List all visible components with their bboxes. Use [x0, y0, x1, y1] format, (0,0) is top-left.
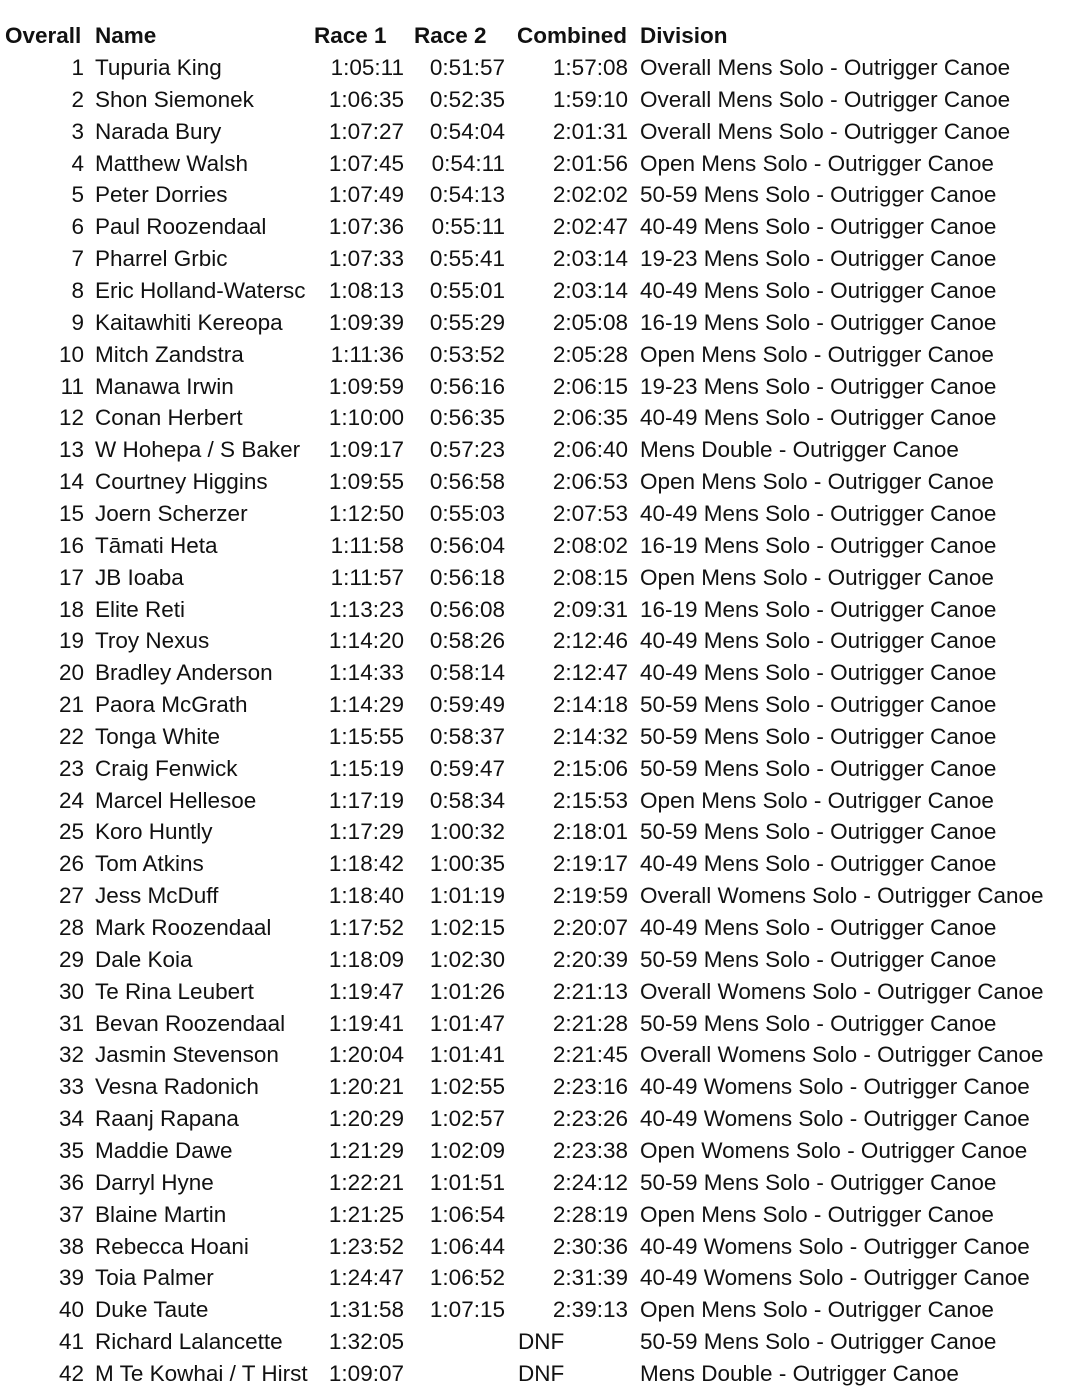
race1-cell: 1:14:33 [328, 660, 404, 686]
race1-cell: 1:17:29 [328, 819, 404, 845]
division-cell: Mens Double - Outrigger Canoe [640, 1360, 959, 1386]
division-cell: 40-49 Mens Solo - Outrigger Canoe [640, 278, 997, 303]
overall-header: Overall [5, 23, 82, 48]
race1-cell: 1:18:09 [328, 946, 404, 972]
combined-cell: 2:19:17 [552, 851, 628, 877]
division-cell: Open Mens Solo - Outrigger Canoe [640, 787, 994, 813]
name-cell: Te Rina Leubert [95, 978, 254, 1004]
overall-cell: 27 [58, 883, 84, 909]
table-row [0, 371, 1070, 403]
name-cell: Narada Bury [95, 118, 222, 144]
table-row [0, 307, 1070, 339]
race2-cell: 0:56:58 [429, 469, 505, 495]
race1-cell: 1:20:21 [328, 1074, 404, 1100]
division-cell: 50-59 Mens Solo - Outrigger Canoe [640, 1169, 997, 1195]
table-row [0, 275, 1070, 307]
overall-cell: 1 [71, 55, 84, 80]
overall-cell: 41 [58, 1329, 84, 1354]
header-row [0, 20, 1070, 52]
table-row [0, 1199, 1070, 1231]
race2-cell: 0:54:11 [431, 150, 505, 176]
table-row [0, 466, 1070, 498]
table-row [0, 1071, 1070, 1103]
name-cell: Tom Atkins [95, 851, 204, 877]
overall-cell: 16 [58, 532, 84, 558]
overall-cell: 35 [58, 1137, 84, 1163]
race2-header: Race 2 [414, 23, 487, 48]
combined-cell: 2:18:01 [552, 819, 628, 845]
division-cell: 19-23 Mens Solo - Outrigger Canoe [640, 373, 997, 399]
division-cell: 40-49 Mens Solo - Outrigger Canoe [640, 851, 997, 877]
name-cell: Vesna Radonich [95, 1074, 259, 1100]
overall-cell: 30 [58, 978, 84, 1004]
combined-cell: 2:06:40 [552, 437, 628, 463]
race2-cell: 1:01:51 [429, 1169, 505, 1195]
name-cell: Rebecca Hoani [95, 1233, 249, 1259]
combined-cell: 2:23:16 [552, 1074, 628, 1100]
combined-cell: 2:01:31 [552, 118, 628, 144]
name-cell: Pharrel Grbic [95, 246, 228, 272]
race1-cell: 1:05:11 [330, 55, 404, 80]
name-cell: Koro Huntly [95, 819, 213, 845]
combined-cell: 2:14:32 [552, 723, 628, 749]
overall-cell: 5 [71, 182, 84, 208]
name-cell: Troy Nexus [95, 628, 210, 654]
race2-cell: 1:02:55 [429, 1074, 505, 1100]
race1-cell: 1:21:25 [328, 1201, 404, 1227]
table-row [0, 116, 1070, 148]
division-cell: 40-49 Mens Solo - Outrigger Canoe [640, 628, 997, 654]
race1-cell: 1:08:13 [328, 278, 404, 303]
overall-cell: 3 [71, 118, 84, 144]
division-cell: 40-49 Mens Solo - Outrigger Canoe [640, 915, 997, 940]
race2-cell: 1:00:35 [429, 851, 505, 877]
race1-cell: 1:19:47 [328, 978, 404, 1004]
division-cell: 40-49 Womens Solo - Outrigger Canoe [640, 1106, 1030, 1131]
table-row [0, 1262, 1070, 1294]
division-cell: Overall Mens Solo - Outrigger Canoe [640, 55, 1011, 80]
race2-cell: 0:55:01 [429, 278, 505, 303]
division-cell: 40-49 Mens Solo - Outrigger Canoe [640, 660, 997, 686]
name-cell: Duke Taute [95, 1297, 209, 1323]
division-cell: 40-49 Mens Solo - Outrigger Canoe [640, 214, 997, 240]
overall-cell: 42 [58, 1360, 84, 1386]
table-row [0, 657, 1070, 689]
race2-cell: 0:58:14 [429, 660, 505, 686]
race2-cell: 1:01:47 [429, 1010, 505, 1036]
overall-cell: 26 [58, 851, 84, 877]
name-cell: Eric Holland-Watersc [95, 278, 306, 303]
combined-cell: 2:06:53 [552, 469, 628, 495]
table-row [0, 148, 1070, 180]
name-cell: W Hohepa / S Baker [95, 437, 301, 463]
division-cell: 16-19 Mens Solo - Outrigger Canoe [640, 532, 997, 558]
race2-cell: 0:57:23 [429, 437, 505, 463]
table-row [0, 1326, 1070, 1358]
combined-cell: 2:28:19 [552, 1201, 628, 1227]
name-cell: Jess McDuff [95, 883, 219, 909]
race2-cell: 0:56:35 [429, 405, 505, 431]
table-row [0, 402, 1070, 434]
name-cell: Courtney Higgins [95, 469, 268, 495]
combined-cell: 2:30:36 [552, 1233, 628, 1259]
race2-cell: 0:54:04 [429, 118, 505, 144]
name-cell: Tāmati Heta [95, 532, 218, 558]
race1-cell: 1:07:49 [328, 182, 404, 208]
race1-cell: 1:20:29 [328, 1106, 404, 1131]
name-cell: M Te Kowhai / T Hirst [95, 1360, 308, 1386]
division-cell: 40-49 Womens Solo - Outrigger Canoe [640, 1265, 1030, 1291]
name-cell: Paul Roozendaal [95, 214, 267, 240]
division-cell: 50-59 Mens Solo - Outrigger Canoe [640, 723, 997, 749]
division-cell: Open Mens Solo - Outrigger Canoe [640, 341, 994, 367]
combined-cell: 2:15:53 [552, 787, 628, 813]
overall-cell: 12 [58, 405, 84, 431]
race2-cell: 0:55:41 [429, 246, 505, 272]
division-cell: Open Mens Solo - Outrigger Canoe [640, 1201, 994, 1227]
division-header: Division [640, 23, 728, 48]
race2-cell: 0:59:49 [429, 692, 505, 717]
race2-cell: 1:01:41 [429, 1042, 505, 1068]
overall-cell: 23 [58, 755, 84, 781]
table-row [0, 912, 1070, 944]
division-cell: 50-59 Mens Solo - Outrigger Canoe [640, 1010, 997, 1036]
race2-cell: 0:58:26 [429, 628, 505, 654]
race1-cell: 1:15:55 [328, 723, 404, 749]
overall-cell: 13 [58, 437, 84, 463]
table-row [0, 1135, 1070, 1167]
race1-cell: 1:18:40 [328, 883, 404, 909]
combined-cell: 2:31:39 [552, 1265, 628, 1291]
division-cell: Open Mens Solo - Outrigger Canoe [640, 150, 994, 176]
name-cell: Elite Reti [95, 596, 186, 622]
race2-cell: 1:02:57 [429, 1106, 505, 1131]
table-row [0, 339, 1070, 371]
name-cell: Jasmin Stevenson [95, 1042, 279, 1068]
name-cell: Darryl Hyne [95, 1169, 214, 1195]
division-cell: Open Mens Solo - Outrigger Canoe [640, 1297, 994, 1323]
race2-cell: 0:53:52 [429, 341, 505, 367]
name-cell: Raanj Rapana [95, 1106, 239, 1131]
overall-cell: 2 [71, 86, 84, 112]
overall-cell: 8 [71, 278, 84, 303]
combined-cell: 2:12:46 [552, 628, 628, 654]
combined-cell: 2:02:02 [552, 182, 628, 208]
race2-cell: 1:02:30 [429, 946, 505, 972]
overall-cell: 34 [58, 1106, 84, 1131]
race1-cell: 1:22:21 [328, 1169, 404, 1195]
division-cell: 40-49 Womens Solo - Outrigger Canoe [640, 1074, 1030, 1100]
race2-cell: 1:06:54 [429, 1201, 505, 1227]
race1-cell: 1:14:20 [328, 628, 404, 654]
name-cell: Matthew Walsh [95, 150, 248, 176]
table-row [0, 976, 1070, 1008]
table-row [0, 1358, 1070, 1390]
race1-cell: 1:17:52 [328, 915, 404, 940]
race1-cell: 1:09:07 [328, 1360, 404, 1386]
race1-cell: 1:07:27 [328, 118, 404, 144]
overall-cell: 4 [71, 150, 84, 176]
combined-cell: 2:02:47 [552, 214, 628, 240]
table-row [0, 753, 1070, 785]
combined-cell: 2:07:53 [552, 500, 628, 526]
race2-cell: 0:58:34 [429, 787, 505, 813]
table-row [0, 721, 1070, 753]
race2-cell: 1:01:19 [429, 883, 505, 909]
race1-cell: 1:06:35 [328, 86, 404, 112]
race2-cell: 0:55:03 [429, 500, 505, 526]
name-cell: Paora McGrath [95, 692, 248, 717]
race1-cell: 1:32:05 [328, 1329, 404, 1354]
combined-cell: 2:20:07 [552, 915, 628, 940]
race1-cell: 1:24:47 [328, 1265, 404, 1291]
race1-cell: 1:19:41 [328, 1010, 404, 1036]
race1-cell: 1:07:45 [328, 150, 404, 176]
combined-cell: 1:57:08 [552, 55, 628, 80]
table-row [0, 944, 1070, 976]
overall-cell: 11 [60, 373, 84, 399]
overall-cell: 14 [58, 469, 84, 495]
combined-cell: 2:03:14 [552, 246, 628, 272]
name-cell: Bradley Anderson [95, 660, 273, 686]
overall-cell: 36 [58, 1169, 84, 1195]
race1-cell: 1:20:04 [328, 1042, 404, 1068]
combined-cell: 2:06:35 [552, 405, 628, 431]
race1-cell: 1:11:58 [330, 532, 404, 558]
combined-cell: 2:24:12 [552, 1169, 628, 1195]
race1-cell: 1:09:59 [328, 373, 404, 399]
race1-cell: 1:12:50 [328, 500, 404, 526]
table-row [0, 498, 1070, 530]
combined-cell: 2:08:02 [552, 532, 628, 558]
combined-cell: DNF [518, 1360, 565, 1386]
division-cell: Overall Womens Solo - Outrigger Canoe [640, 978, 1044, 1004]
race1-cell: 1:31:58 [328, 1297, 404, 1323]
overall-cell: 15 [58, 500, 84, 526]
race1-cell: 1:21:29 [328, 1137, 404, 1163]
table-row [0, 211, 1070, 243]
name-cell: Maddie Dawe [95, 1137, 233, 1163]
table-row [0, 1008, 1070, 1040]
combined-cell: 2:09:31 [552, 596, 628, 622]
division-cell: 19-23 Mens Solo - Outrigger Canoe [640, 246, 997, 272]
name-cell: Richard Lalancette [95, 1329, 283, 1354]
table-row [0, 84, 1070, 116]
division-cell: Overall Mens Solo - Outrigger Canoe [640, 86, 1011, 112]
overall-cell: 24 [58, 787, 84, 813]
name-cell: Kaitawhiti Kereopa [95, 309, 283, 335]
division-cell: Open Mens Solo - Outrigger Canoe [640, 564, 994, 590]
overall-cell: 20 [58, 660, 84, 686]
overall-cell: 9 [71, 309, 84, 335]
division-cell: 40-49 Mens Solo - Outrigger Canoe [640, 405, 997, 431]
division-cell: 16-19 Mens Solo - Outrigger Canoe [640, 309, 997, 335]
division-cell: 16-19 Mens Solo - Outrigger Canoe [640, 596, 997, 622]
overall-cell: 25 [58, 819, 84, 845]
combined-cell: 2:21:45 [552, 1042, 628, 1068]
name-cell: JB Ioaba [95, 564, 184, 590]
overall-cell: 7 [71, 246, 84, 272]
combined-header: Combined [517, 23, 627, 48]
race2-cell: 0:51:57 [429, 55, 505, 80]
race2-cell: 1:02:09 [429, 1137, 505, 1163]
combined-cell: 2:05:08 [552, 309, 628, 335]
overall-cell: 6 [71, 214, 84, 240]
table-row [0, 434, 1070, 466]
overall-cell: 31 [58, 1010, 84, 1036]
division-cell: Overall Womens Solo - Outrigger Canoe [640, 1042, 1044, 1068]
combined-cell: 2:20:39 [552, 946, 628, 972]
race1-cell: 1:09:39 [328, 309, 404, 335]
table-row [0, 625, 1070, 657]
table-row [0, 880, 1070, 912]
race2-cell: 0:52:35 [429, 86, 505, 112]
name-cell: Toia Palmer [95, 1265, 214, 1291]
combined-cell: DNF [518, 1329, 565, 1354]
combined-cell: 2:01:56 [552, 150, 628, 176]
race1-cell: 1:14:29 [328, 692, 404, 717]
overall-cell: 37 [58, 1201, 84, 1227]
overall-cell: 19 [58, 628, 84, 654]
division-cell: 50-59 Mens Solo - Outrigger Canoe [640, 819, 997, 845]
table-row [0, 562, 1070, 594]
combined-cell: 2:06:15 [552, 373, 628, 399]
combined-cell: 2:23:26 [552, 1106, 628, 1131]
race1-cell: 1:10:00 [328, 405, 404, 431]
race1-cell: 1:18:42 [328, 851, 404, 877]
race1-header: Race 1 [314, 23, 387, 48]
table-row [0, 785, 1070, 817]
overall-cell: 38 [58, 1233, 84, 1259]
overall-cell: 18 [58, 596, 84, 622]
table-row [0, 1294, 1070, 1326]
name-cell: Craig Fenwick [95, 755, 238, 781]
division-cell: 50-59 Mens Solo - Outrigger Canoe [640, 182, 997, 208]
table-row [0, 689, 1070, 721]
division-cell: 50-59 Mens Solo - Outrigger Canoe [640, 692, 997, 717]
name-cell: Manawa Irwin [95, 373, 234, 399]
name-cell: Mark Roozendaal [95, 915, 272, 940]
division-cell: 40-49 Mens Solo - Outrigger Canoe [640, 500, 997, 526]
name-cell: Dale Koia [95, 946, 193, 972]
race1-cell: 1:09:17 [328, 437, 404, 463]
race2-cell: 0:56:08 [429, 596, 505, 622]
race2-cell: 0:54:13 [429, 182, 505, 208]
overall-cell: 21 [58, 692, 84, 717]
table-row [0, 179, 1070, 211]
race2-cell: 1:06:44 [429, 1233, 505, 1259]
division-cell: Mens Double - Outrigger Canoe [640, 437, 959, 463]
combined-cell: 2:14:18 [552, 692, 628, 717]
name-cell: Peter Dorries [95, 182, 228, 208]
table-row [0, 848, 1070, 880]
race1-cell: 1:07:33 [328, 246, 404, 272]
race1-cell: 1:13:23 [328, 596, 404, 622]
division-cell: 50-59 Mens Solo - Outrigger Canoe [640, 1329, 997, 1354]
overall-cell: 39 [58, 1265, 84, 1291]
name-cell: Bevan Roozendaal [95, 1010, 286, 1036]
race2-cell: 0:58:37 [429, 723, 505, 749]
division-cell: Open Mens Solo - Outrigger Canoe [640, 469, 994, 495]
combined-cell: 1:59:10 [552, 86, 628, 112]
name-header: Name [95, 23, 157, 48]
name-cell: Mitch Zandstra [95, 341, 244, 367]
race2-cell: 1:06:52 [429, 1265, 505, 1291]
name-cell: Shon Siemonek [95, 86, 254, 112]
overall-cell: 10 [58, 341, 84, 367]
combined-cell: 2:15:06 [552, 755, 628, 781]
race1-cell: 1:11:57 [330, 564, 404, 590]
race2-cell: 1:00:32 [429, 819, 505, 845]
combined-cell: 2:12:47 [552, 660, 628, 686]
division-cell: Overall Womens Solo - Outrigger Canoe [640, 883, 1044, 909]
division-cell: Overall Mens Solo - Outrigger Canoe [640, 118, 1011, 144]
race1-cell: 1:07:36 [328, 214, 404, 240]
race1-cell: 1:09:55 [328, 469, 404, 495]
overall-cell: 29 [58, 946, 84, 972]
table-row [0, 52, 1070, 84]
race1-cell: 1:17:19 [328, 787, 404, 813]
combined-cell: 2:21:28 [552, 1010, 628, 1036]
combined-cell: 2:08:15 [552, 564, 628, 590]
race2-cell: 1:07:15 [429, 1297, 505, 1323]
race2-cell: 0:55:11 [431, 214, 505, 240]
race2-cell: 0:56:04 [429, 532, 505, 558]
race2-cell: 0:59:47 [429, 755, 505, 781]
combined-cell: 2:03:14 [552, 278, 628, 303]
race1-cell: 1:11:36 [330, 341, 404, 367]
name-cell: Joern Scherzer [95, 500, 248, 526]
table-row [0, 1231, 1070, 1263]
name-cell: Conan Herbert [95, 405, 243, 431]
race1-cell: 1:23:52 [328, 1233, 404, 1259]
combined-cell: 2:23:38 [552, 1137, 628, 1163]
table-row [0, 1167, 1070, 1199]
race2-cell: 0:56:16 [429, 373, 505, 399]
name-cell: Tonga White [95, 723, 221, 749]
overall-cell: 22 [58, 723, 84, 749]
race2-cell: 1:02:15 [429, 915, 505, 940]
name-cell: Blaine Martin [95, 1201, 227, 1227]
division-cell: 50-59 Mens Solo - Outrigger Canoe [640, 755, 997, 781]
combined-cell: 2:05:28 [552, 341, 628, 367]
race2-cell: 0:55:29 [429, 309, 505, 335]
table-row [0, 1039, 1070, 1071]
table-row [0, 1103, 1070, 1135]
overall-cell: 28 [58, 915, 84, 940]
combined-cell: 2:39:13 [552, 1297, 628, 1323]
division-cell: 50-59 Mens Solo - Outrigger Canoe [640, 946, 997, 972]
overall-cell: 32 [58, 1042, 84, 1068]
race2-cell: 1:01:26 [429, 978, 505, 1004]
overall-cell: 40 [58, 1297, 84, 1323]
race1-cell: 1:15:19 [328, 755, 404, 781]
race2-cell: 0:56:18 [429, 564, 505, 590]
overall-cell: 17 [58, 564, 84, 590]
division-cell: 40-49 Womens Solo - Outrigger Canoe [640, 1233, 1030, 1259]
overall-cell: 33 [58, 1074, 84, 1100]
division-cell: Open Womens Solo - Outrigger Canoe [640, 1137, 1028, 1163]
table-row [0, 243, 1070, 275]
table-row [0, 594, 1070, 626]
table-row [0, 530, 1070, 562]
name-cell: Marcel Hellesoe [95, 787, 257, 813]
name-cell: Tupuria King [95, 55, 222, 80]
table-row [0, 816, 1070, 848]
combined-cell: 2:21:13 [552, 978, 628, 1004]
combined-cell: 2:19:59 [552, 883, 628, 909]
